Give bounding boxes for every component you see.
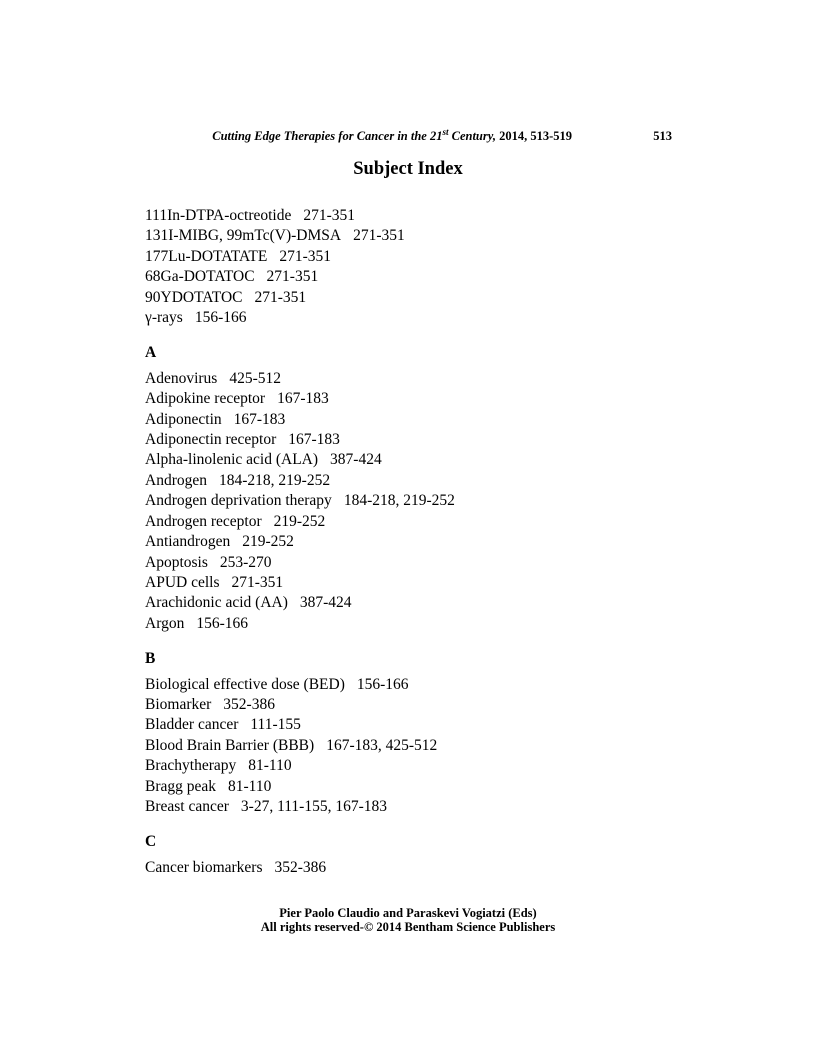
entry-term: Androgen receptor: [145, 512, 262, 530]
entry-pages: 219-252: [273, 512, 326, 530]
index-entry: [145, 695, 685, 715]
entry-term: γ-rays: [145, 309, 183, 327]
journal-citation: [145, 127, 639, 144]
index-entry: [145, 573, 685, 593]
entry-pages: 387-424: [299, 594, 352, 612]
journal-title-superscript: st: [442, 127, 449, 137]
page-number: 513: [653, 129, 672, 144]
entry-pages: 219-252: [242, 533, 294, 551]
index-entry: [145, 450, 685, 470]
journal-issue-info: 2014, 513-519: [495, 129, 572, 144]
index-entry: [145, 267, 685, 287]
page-title: Subject Index: [353, 159, 463, 179]
entry-term: Apoptosis: [145, 553, 208, 571]
index-entry: [145, 206, 685, 226]
index-entry: [145, 389, 685, 409]
entry-pages: 3-27, 111-155, 167-183: [240, 797, 387, 815]
entry-pages: 184-218, 219-252: [219, 471, 331, 489]
page-header: [145, 127, 672, 144]
index-entry: [145, 736, 685, 756]
entry-pages: 271-351: [254, 288, 307, 306]
entry-pages: 167-183: [288, 431, 340, 449]
entry-pages: 271-351: [231, 573, 284, 591]
index-entry: [145, 491, 685, 511]
index-entry: [145, 471, 685, 491]
entry-term: Blood Brain Barrier (BBB): [145, 736, 315, 754]
entry-pages: 167-183: [233, 410, 286, 428]
entry-term: Androgen: [145, 471, 207, 489]
page-footer: [0, 906, 816, 934]
entry-term: Adiponectin receptor: [145, 431, 277, 449]
entry-pages: 352-386: [223, 695, 275, 713]
entry-term: Arachidonic acid (AA): [145, 594, 288, 612]
entry-term: 68Ga-DOTATOC: [145, 268, 255, 286]
index-entry: [145, 369, 685, 389]
entry-term: Argon: [145, 614, 185, 632]
entry-pages: 387-424: [330, 451, 382, 469]
index-entry: [145, 777, 685, 797]
index-entry: [145, 288, 685, 308]
entry-pages: 271-351: [279, 247, 332, 265]
entry-term: Brachytherapy: [145, 757, 237, 775]
index-entry: [145, 593, 685, 613]
entry-term: Androgen deprivation therapy: [145, 492, 332, 510]
index-entry: [145, 553, 685, 573]
index-sections: [145, 206, 685, 878]
section-letter: A: [145, 344, 157, 362]
entry-term: Adenovirus: [145, 369, 218, 387]
entry-term: Bragg peak: [145, 777, 217, 795]
index-entry: [145, 308, 685, 328]
entry-pages: 425-512: [229, 369, 281, 387]
section-letter: B: [145, 650, 156, 668]
entry-pages: 156-166: [194, 309, 247, 327]
entry-pages: 253-270: [219, 553, 272, 571]
index-entry: [145, 430, 685, 450]
entry-pages: 156-166: [356, 675, 409, 693]
entry-term: Breast cancer: [145, 797, 229, 815]
entry-term: 177Lu-DOTATATE: [145, 247, 268, 265]
entry-term: Biomarker: [145, 695, 212, 713]
index-entry: [145, 756, 685, 776]
journal-title-part1: Cutting Edge Therapies for Cancer in the 21: [212, 129, 443, 144]
entry-pages: 81-110: [248, 757, 292, 775]
entry-pages: 156-166: [196, 614, 248, 632]
entry-pages: 352-386: [274, 858, 327, 876]
entry-term: Alpha-linolenic acid (ALA): [145, 451, 319, 469]
entry-pages: 167-183, 425-512: [326, 736, 438, 754]
entry-term: Adiponectin: [145, 410, 222, 428]
index-entry: [145, 532, 685, 552]
entry-term: 111In-DTPA-octreotide: [145, 207, 292, 224]
section-letter: C: [145, 833, 157, 851]
entry-term: Antiandrogen: [145, 533, 231, 551]
index-entry: [145, 512, 685, 532]
index-entry: [145, 858, 685, 878]
entry-pages: 271-351: [303, 207, 356, 224]
index-entry: [145, 715, 685, 735]
footer-copyright-line: All rights reserved-© 2014 Bentham Science Publishers: [260, 920, 556, 934]
entry-pages: 81-110: [228, 777, 272, 795]
entry-pages: 271-351: [353, 227, 405, 245]
entry-pages: 167-183: [277, 390, 329, 408]
index-entry: [145, 614, 685, 634]
entry-pages: 111-155: [250, 716, 301, 734]
entry-term: Cancer biomarkers: [145, 858, 263, 876]
entry-pages: 184-218, 219-252: [343, 492, 455, 510]
index-entry: [145, 226, 685, 246]
entry-term: 90YDOTATOC: [145, 288, 243, 306]
index-entry: [145, 410, 685, 430]
entry-term: Biological effective dose (BED): [145, 675, 345, 693]
entry-term: APUD cells: [145, 573, 220, 591]
entry-term: Bladder cancer: [145, 716, 239, 734]
index-entry: [145, 247, 685, 267]
entry-pages: 271-351: [266, 268, 319, 286]
entry-term: Adipokine receptor: [145, 390, 266, 408]
index-entry: [145, 675, 685, 695]
footer-editors-line: Pier Paolo Claudio and Paraskevi Vogiatzi (Eds): [279, 906, 537, 920]
index-entry: [145, 797, 685, 817]
entry-term: 131I-MIBG, 99mTc(V)-DMSA: [145, 227, 342, 245]
journal-title-part2: Century,: [448, 129, 496, 144]
